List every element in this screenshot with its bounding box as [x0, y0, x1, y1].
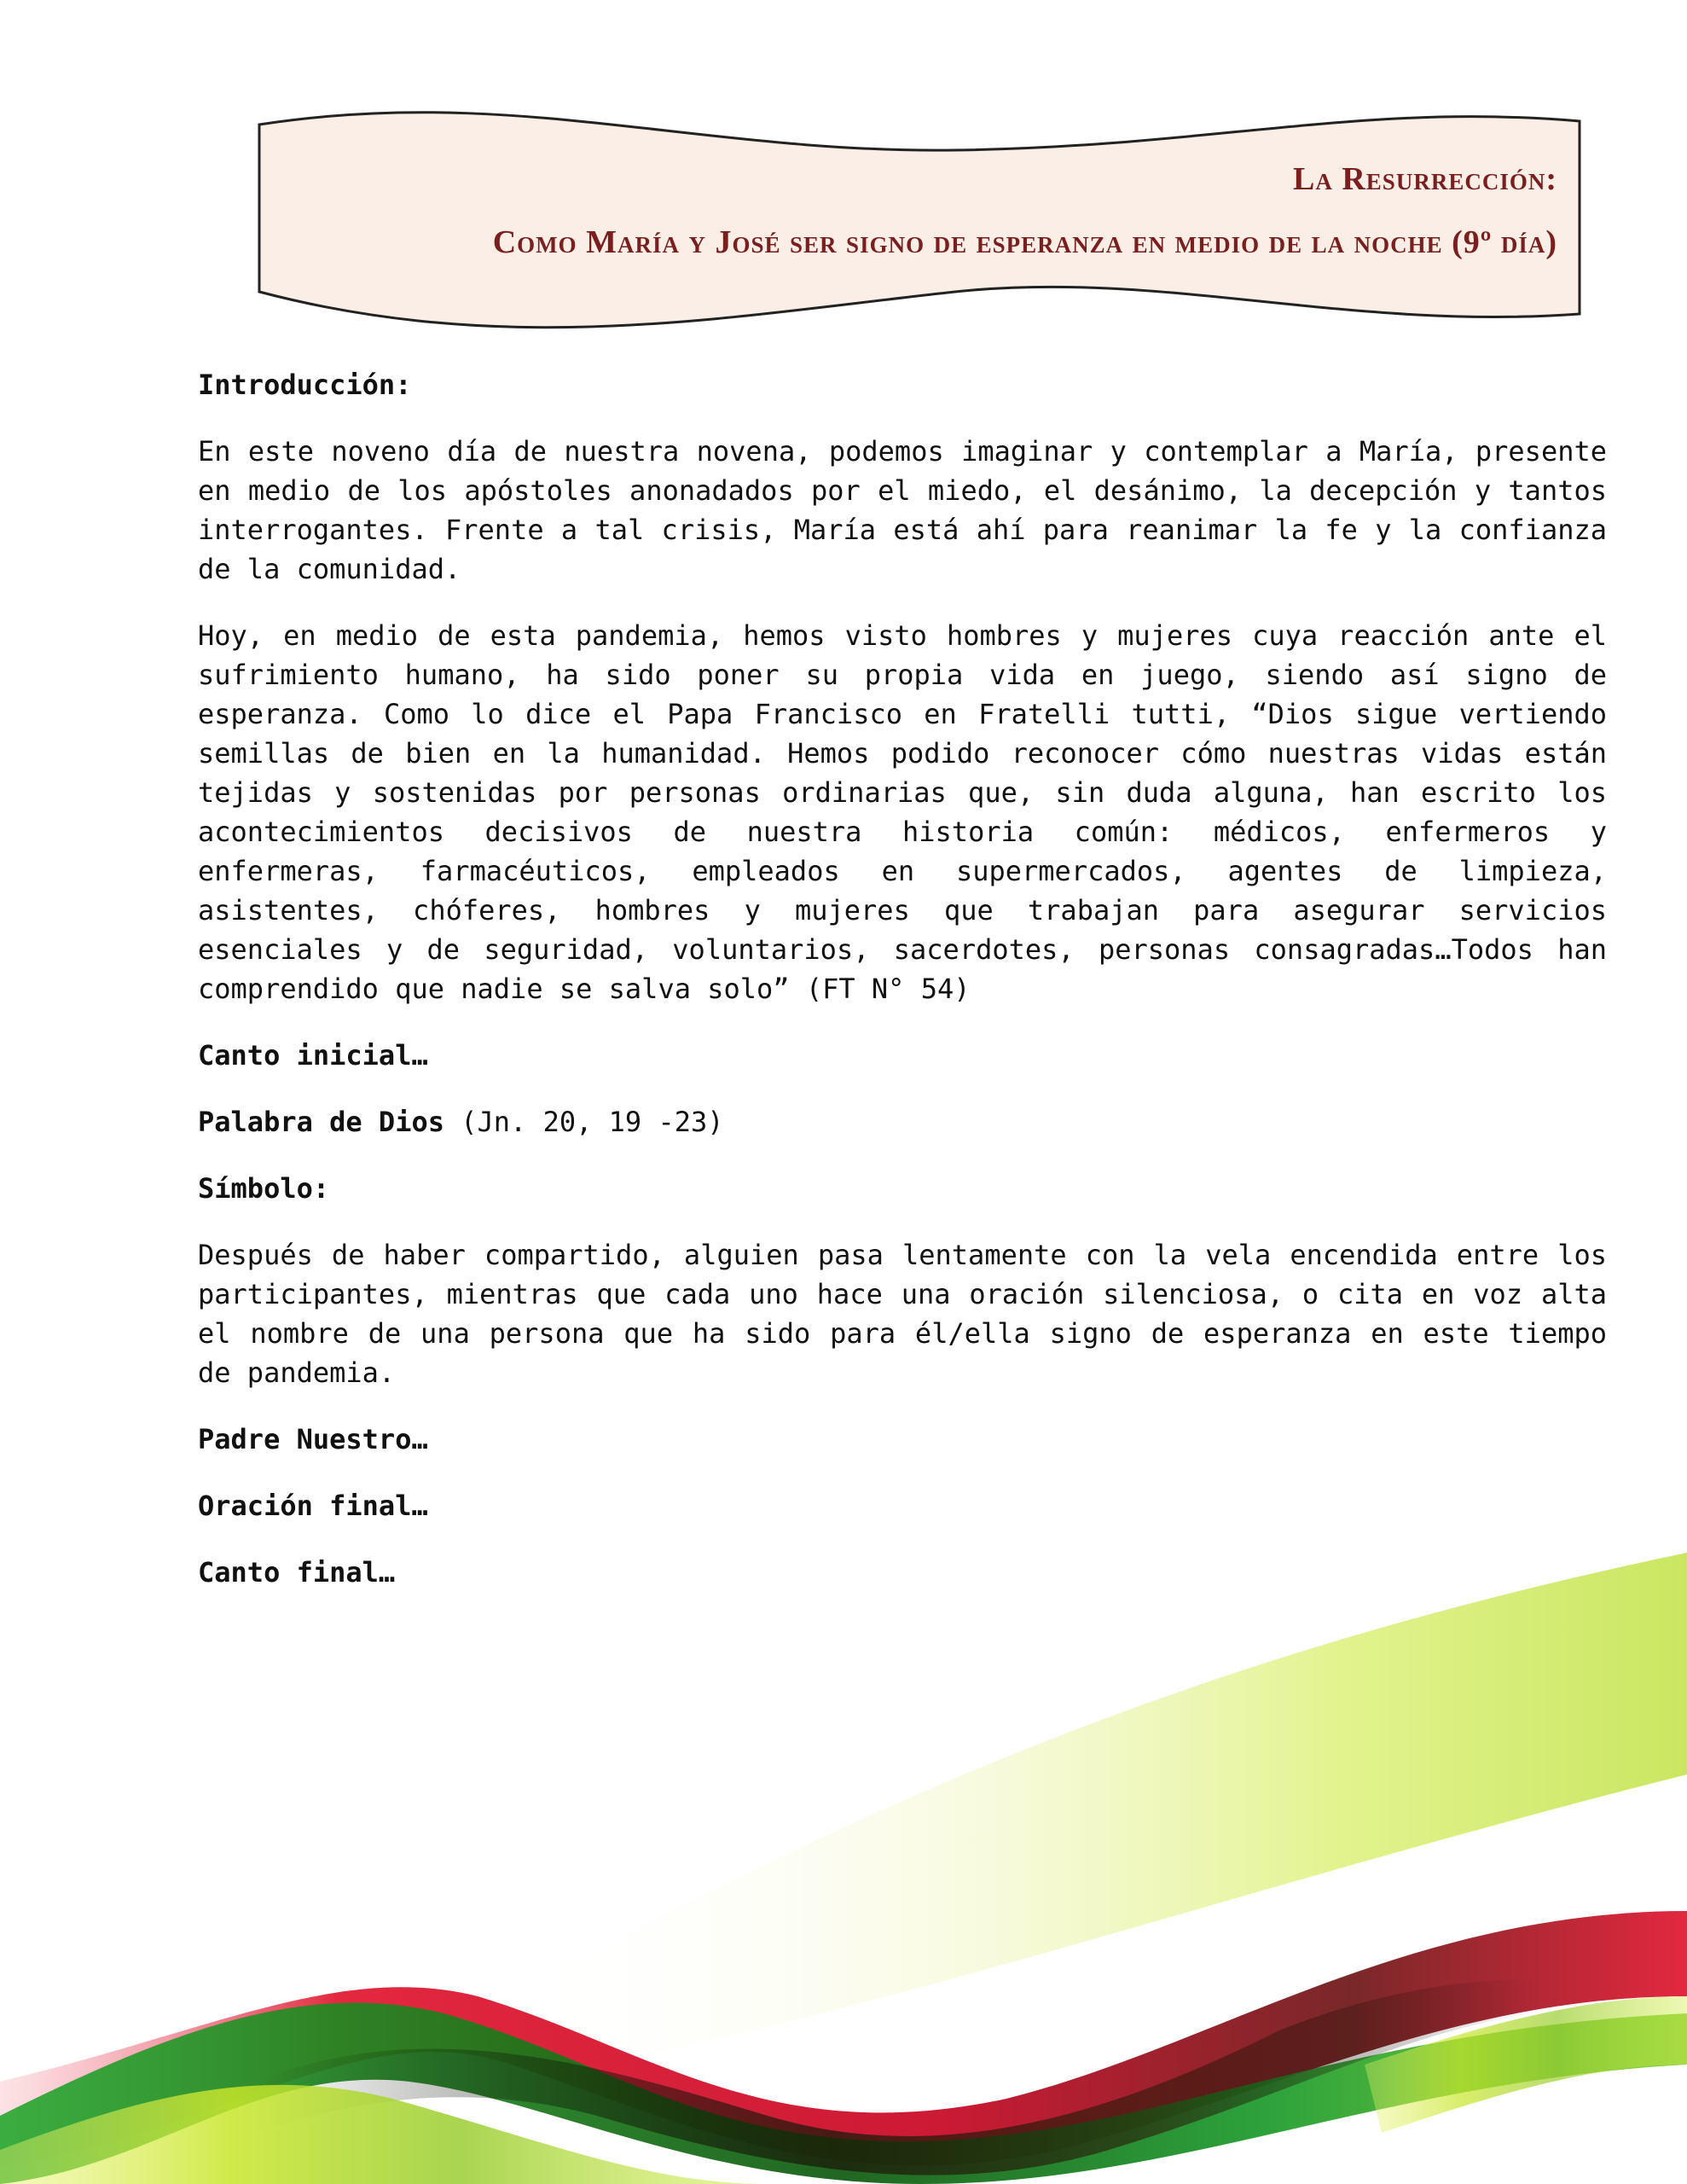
palabra-de-dios-heading	[198, 1102, 1607, 1141]
canto-final-heading: Canto final…	[198, 1556, 396, 1589]
intro-heading: Introducción:	[198, 369, 412, 401]
banner-scroll-shape	[256, 102, 1586, 341]
intro-paragraph-2: Hoy, en medio de esta pandemia, hemos visto hombres y mujeres cuya reacción ante el sufrimiento humano, ha sido poner su propia vida en juego, siendo así signo de esperanza. Como lo dice el Papa Francisco en Fratelli tutti, “Dios sigue vertiendo semillas de bien en la humanidad. Hemos podido reconocer cómo nuestras vidas están tejidas y sostenidas por personas ordinarias que, sin duda alguna, han escrito los acontecimientos decisivos de nuestra historia común: médicos, enfermeros y enfermeras, farmacéuticos, empleados en supermercados, agentes de limpieza, asistentes, chóferes, hombres y mujeres que trabajan para asegurar servicios esenciales y de seguridad, voluntarios, sacerdotes, personas consagradas…Todos han comprendido que nadie se salva solo” (FT N° 54)	[198, 619, 1607, 1005]
padre-nuestro-heading: Padre Nuestro…	[198, 1423, 428, 1455]
palabra-de-dios-reference: (Jn. 20, 19 -23)	[443, 1106, 724, 1138]
decorative-wave-graphic	[0, 1553, 1687, 2184]
canto-inicial-heading: Canto inicial…	[198, 1039, 428, 1072]
palabra-de-dios-label: Palabra de Dios	[198, 1106, 444, 1138]
title-banner	[256, 102, 1586, 341]
banner-title: La Resurrección:	[1293, 161, 1557, 197]
simbolo-heading: Símbolo:	[198, 1172, 330, 1205]
banner-subtitle: Como María y José ser signo de esperanza en medio de la noche (9º día)	[492, 224, 1557, 260]
intro-paragraph-1: En este noveno día de nuestra novena, podemos imaginar y contemplar a María, presente en medio de los apóstoles anonadados por el miedo, el desánimo, la decepción y tantos interrogantes. Frente a tal crisis, María está ahí para reanimar la fe y la confianza de la comunidad.	[198, 435, 1607, 585]
simbolo-paragraph: Después de haber compartido, alguien pasa lentamente con la vela encendida entre los participantes, mientras que cada uno hace una oración silenciosa, o cita en voz alta el nombre de una persona que ha sido para él/ella signo de esperanza en este tiempo de pandemia.	[198, 1239, 1607, 1389]
oracion-final-heading: Oración final…	[198, 1490, 428, 1522]
document-body	[198, 365, 1607, 1619]
